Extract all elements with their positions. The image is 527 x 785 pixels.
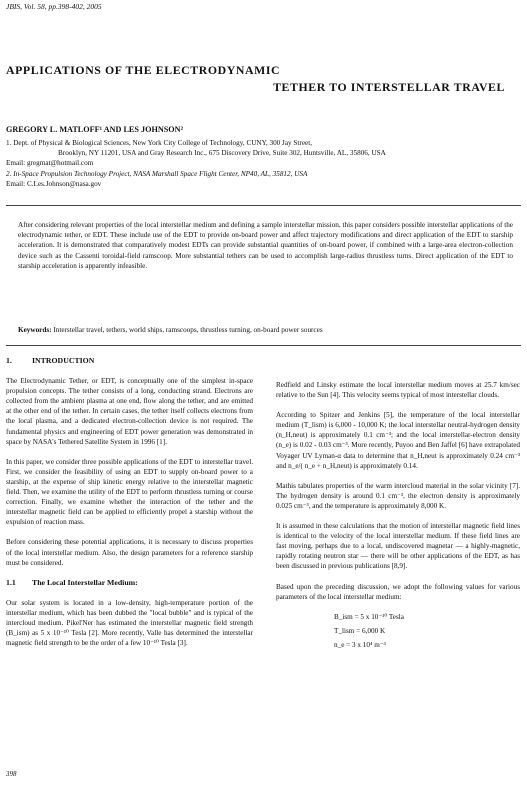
page-number: 398 [6,770,17,778]
running-head: JBIS, Vol. 58, pp.398-402, 2005 [6,2,102,11]
keywords-text: Interstellar travel, tethers, world ships, ramscoops, thrustless turning, on-board power sources [51,326,323,334]
divider-top [6,205,521,206]
keywords-label: Keywords: [18,326,52,334]
title-line-2: TETHER TO INTERSTELLAR TRAVEL [273,80,505,94]
left-column [6,356,253,658]
paragraph: It is assumed in these calculations that the motion of interstellar magnetic field lines is identical to the velocity of the local interstellar medium. If these field lines are fast moving, perhaps due to a local, undiscovered magnetar — a highly-magnetic, rapidly rotating neutron star — there will be other applications of the EDT, as has been discussed in previous publications [8,9]. [276,522,520,571]
article-title [6,62,519,96]
section-1-heading [6,356,253,366]
right-column [276,380,520,654]
paragraph: Our solar system is located in a low-density, high-temperature portion of the interstellar medium, which has been dubbed the "local bubble" and is typical of the intercloud medium. Pikel'Ner has estimated the interstellar magnetic field strength (B_ism) as 5 x 10⁻¹⁰ Tesla [2]. More recently, Valle has determined the interstellar magnetic field strength to be the order of a few 10⁻¹⁰ Tesla [3]. [6,598,253,648]
affiliations [6,138,521,189]
paragraph: In this paper, we consider three possible applications of the EDT to interstellar travel. First, we consider the feasibility of using an EDT to supply on-board power to a starship, at the expense of ship kinetic energy relative to the interstellar magnetic field. Then, we examine the utility of the EDT to perform thrustless turning or course correction. Finally, we examine whether the interaction of the tether and the interstellar magnetic field can be applied to efficiently propel a starship without the expulsion of reaction mass. [6,457,253,527]
abstract: After considering relevant properties of the local interstellar medium and defining a sample interstellar mission, this paper considers possible interstellar applications of the electrodynamic tether, or EDT. These include use of the EDT to provide on-board power and affect trajectory modifications and direct application of the EDT to starship acceleration. It is demonstrated that comparatively modest EDTs can provide substantial quantities of on-board power, if combined with a large-area electron-collection device such as the Cassenti toroidal-field ramscoop. More substantial tethers can be used to accomplish large-radius thrustless turns. Direct application of the EDT to starship acceleration is apparently infeasible. [18,221,513,270]
parameter-list [276,612,520,650]
divider-bottom [6,345,521,346]
paragraph: Redfield and Linsky estimate the local interstellar medium moves at 25.7 km/sec relative to the Sun [4]. This velocity seems typical of most interstellar clouds. [276,381,520,400]
section-1-1-title: The Local Interstellar Medium: [32,577,138,587]
section-1-title: INTRODUCTION [32,356,95,365]
affiliation-1-cont: Brooklyn, NY 11201, USA and Gray Research Inc., 675 Discovery Drive, Suite 302, Huntsville, AL, 35806, USA [58,149,386,158]
parameter-n-e: n_e = 3 x 10⁴ m⁻³ [334,640,386,649]
email-2: Email: C.Les.Johnson@nasa.gov [6,179,102,188]
section-1-1-heading [6,578,253,588]
parameter-t-lism: T_lism = 6,000 K [334,626,386,635]
paragraph: The Electrodynamic Tether, or EDT, is conceptually one of the simplest in-space propulsion concepts. The tether consists of a long, conducting strand. Electrons are collected from the ambient plasma at one end, flow along the tether, and are emitted at the other end of the tether. In certain cases, the tether itself collects electrons from the local plasma, and a dedicated electron-collection device is not required. The fundamental physics and engineering of EDT power generation was demonstrated in space by NASA's Tethered Satellite System in 1996 [1]. [6,377,253,446]
email-1: Email: gregmat@hotmail.com [6,159,94,168]
author-list: GREGORY L. MATLOFF¹ AND LES JOHNSON² [6,125,184,134]
section-1-number: 1. [6,356,12,365]
paragraph: Mathis tabulates properties of the warm intercloud material in the solar vicinity [7]. The hydrogen density is around 0.1 cm⁻³, the electron density is approximately 0.025 cm⁻³, and the temperature is approximately 8,000 K. [276,481,520,510]
section-1-1-number: 1.1 [6,577,16,587]
keywords [18,326,513,334]
paragraph: Before considering these potential applications, it is necessary to discuss properties of the local interstellar medium. Also, the design parameters for a reference starship must be considered. [6,538,253,567]
paragraph: Based upon the preceding discussion, we adopt the following values for various parameters of the local interstellar medium: [276,582,520,601]
parameter-b-ism: B_ism = 5 x 10⁻¹⁰ Tesla [334,612,404,621]
affiliation-1: 1. Dept. of Physical & Biological Sciences, New York City College of Technology, CUNY, 300 Jay Street, [6,139,312,147]
title-line-1: APPLICATIONS OF THE ELECTRODYNAMIC [6,63,281,77]
paragraph: According to Spitzer and Jenkins [5], the temperature of the local interstellar medium (T_lism) is 6,000 - 10,000 K; the local interstellar neutral-hydrogen density (n_H,neut) is approximately 0.1 cm⁻³; and the local interstellar-electron density (n_e) is 0.02 - 0.03 cm⁻³. More recently, Puyoo and Ben Jaffel [6] have extrapolated Voyager UV Lyman-α data to determine that n_H,neut is approximately 0.24 cm⁻³ and n_e/( n_e + n_H,neut) is approximately 0.14. [276,411,520,470]
affiliation-2: 2. In-Space Propulsion Technology Project, NASA Marshall Space Flight Center, NP40, AL, 35812, USA [6,169,308,178]
